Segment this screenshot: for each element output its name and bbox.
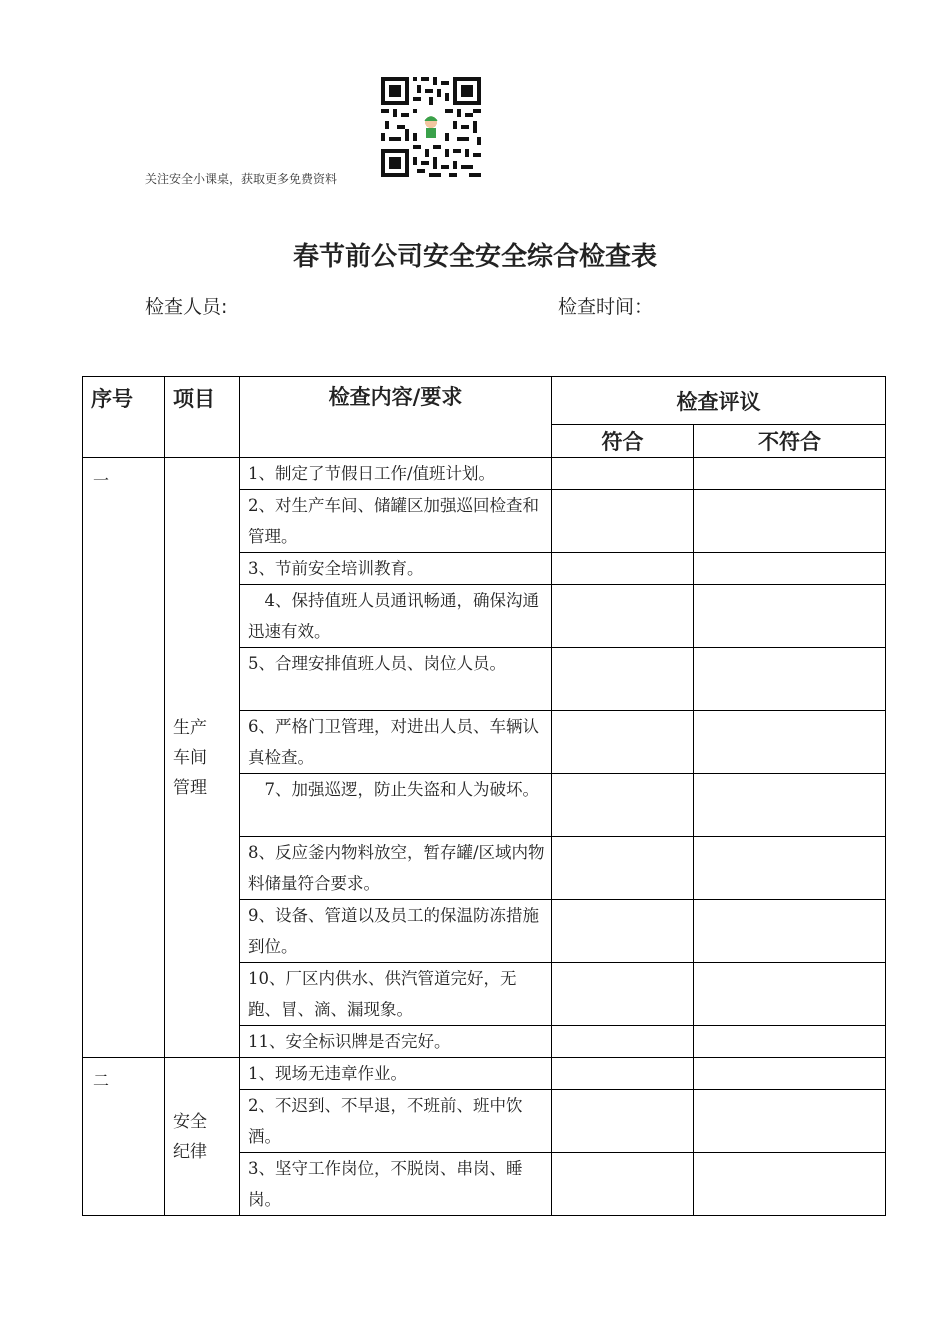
section-seq: 一 <box>83 458 165 1058</box>
pass-cell[interactable] <box>552 1058 694 1090</box>
fail-cell[interactable] <box>694 490 886 553</box>
pass-cell[interactable] <box>552 648 694 711</box>
check-requirement: 1、现场无违章作业。 <box>240 1058 552 1090</box>
pass-cell[interactable] <box>552 490 694 553</box>
check-requirement: 3、坚守工作岗位，不脱岗、串岗、睡岗。 <box>240 1153 552 1216</box>
section-item <box>165 458 240 1058</box>
table-row <box>83 458 886 490</box>
section-item-label: 安全纪律 <box>173 1111 207 1162</box>
pass-cell[interactable] <box>552 1026 694 1058</box>
fail-cell[interactable] <box>694 837 886 900</box>
check-requirement: 10、厂区内供水、供汽管道完好，无跑、冒、滴、漏现象。 <box>240 963 552 1026</box>
fail-cell[interactable] <box>694 1090 886 1153</box>
check-requirement: 4、保持值班人员通讯畅通，确保沟通迅速有效。 <box>240 585 552 648</box>
inspection-table <box>82 376 886 1216</box>
fail-cell[interactable] <box>694 963 886 1026</box>
pass-cell[interactable] <box>552 774 694 837</box>
pass-cell[interactable] <box>552 711 694 774</box>
fail-cell[interactable] <box>694 648 886 711</box>
inspection-time-label: 检查时间： <box>558 296 654 318</box>
check-requirement: 3、节前安全培训教育。 <box>240 553 552 585</box>
check-requirement: 8、反应釜内物料放空，暂存罐/区域内物料储量符合要求。 <box>240 837 552 900</box>
document-title: 春节前公司安全安全综合检查表 <box>292 242 657 272</box>
col-header-pass: 符合 <box>552 425 694 458</box>
pass-cell[interactable] <box>552 1090 694 1153</box>
fail-cell[interactable] <box>694 900 886 963</box>
fail-cell[interactable] <box>694 458 886 490</box>
pass-cell[interactable] <box>552 553 694 585</box>
check-requirement: 11、安全标识牌是否完好。 <box>240 1026 552 1058</box>
col-header-fail: 不符合 <box>694 425 886 458</box>
fail-cell[interactable] <box>694 553 886 585</box>
check-requirement: 9、设备、管道以及员工的保温防冻措施到位。 <box>240 900 552 963</box>
table-header-row <box>83 377 886 425</box>
fail-cell[interactable] <box>694 711 886 774</box>
col-header-content: 检查内容/要求 <box>240 377 552 458</box>
fail-cell[interactable] <box>694 774 886 837</box>
col-header-seq: 序号 <box>83 377 165 458</box>
section-item <box>165 1058 240 1216</box>
fail-cell[interactable] <box>694 1058 886 1090</box>
inspector-label: 检查人员: <box>145 296 228 318</box>
check-requirement: 2、对生产车间、储罐区加强巡回检查和管理。 <box>240 490 552 553</box>
pass-cell[interactable] <box>552 585 694 648</box>
col-header-evaluation: 检查评议 <box>552 377 886 425</box>
pass-cell[interactable] <box>552 458 694 490</box>
check-requirement: 6、严格门卫管理，对进出人员、车辆认真检查。 <box>240 711 552 774</box>
col-header-item: 项目 <box>165 377 240 458</box>
check-requirement: 2、不迟到、不早退，不班前、班中饮酒。 <box>240 1090 552 1153</box>
check-requirement: 7、加强巡逻，防止失盗和人为破坏。 <box>240 774 552 837</box>
section-item-label: 生产车间管理 <box>173 717 207 798</box>
pass-cell[interactable] <box>552 900 694 963</box>
qr-code-icon <box>381 77 481 177</box>
table-row <box>83 1058 886 1090</box>
pass-cell[interactable] <box>552 837 694 900</box>
pass-cell[interactable] <box>552 963 694 1026</box>
check-requirement: 1、制定了节假日工作/值班计划。 <box>240 458 552 490</box>
fail-cell[interactable] <box>694 1153 886 1216</box>
section-seq: 二 <box>83 1058 165 1216</box>
fail-cell[interactable] <box>694 585 886 648</box>
check-requirement: 5、合理安排值班人员、岗位人员。 <box>240 648 552 711</box>
fail-cell[interactable] <box>694 1026 886 1058</box>
pass-cell[interactable] <box>552 1153 694 1216</box>
promo-caption: 关注安全小课桌，获取更多免费资料 <box>145 172 338 186</box>
